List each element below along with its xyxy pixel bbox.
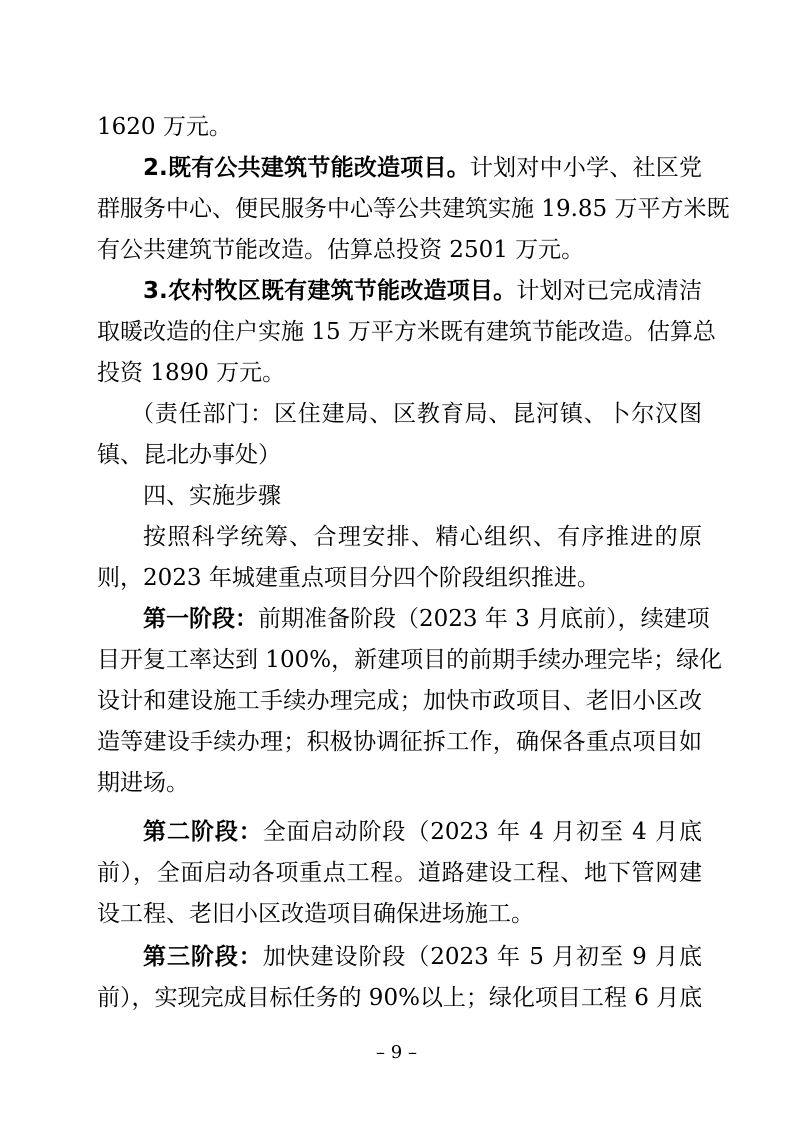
paragraph-line: 设工程、老旧小区改造项目确保进场施工。 (97, 901, 534, 927)
paragraph-line: 镇、昆北办事处） (97, 442, 281, 468)
paragraph-line: 2.既有公共建筑节能改造项目。计划对中小学、社区党 (143, 155, 702, 181)
paragraph-line: 目开复工率达到 100%，新建项目的前期手续办理完毕；绿化 (97, 647, 723, 673)
section-heading: 四、实施步骤 (143, 483, 281, 509)
paragraph-line: 有公共建筑节能改造。估算总投资 2501 万元。 (97, 237, 585, 263)
paragraph-line: 按照科学统筹、合理安排、精心组织、有序推进的原 (143, 524, 702, 550)
paragraph-line: 设计和建设施工手续办理完成；加快市政项目、老旧小区改 (97, 688, 702, 714)
paragraph-line: 3.农村牧区既有建筑节能改造项目。计划对已完成清洁 (143, 278, 703, 304)
page-number: – 9 – (376, 1042, 417, 1063)
paragraph-line: 期进场。 (97, 770, 189, 796)
stage-heading: 第一阶段： (143, 606, 258, 632)
paragraph-line: 第二阶段：全面启动阶段（2023 年 4 月初至 4 月底 (143, 819, 703, 845)
stage-heading: 第二阶段： (143, 819, 263, 845)
paragraph-line: 取暖改造的住户实施 15 万平方米既有建筑节能改造。估算总 (97, 319, 716, 345)
paragraph-line: 群服务中心、便民服务中心等公共建筑实施 19.85 万平方米既 (97, 196, 730, 222)
paragraph-line: 1620 万元。 (97, 114, 232, 140)
paragraph-line: （责任部门：区住建局、区教育局、昆河镇、卜尔汉图 (131, 401, 702, 427)
paragraph-line: 前），实现完成目标任务的 90%以上；绿化项目工程 6 月底 (97, 985, 703, 1011)
paragraph-line: 则，2023 年城建重点项目分四个阶段组织推进。 (97, 565, 600, 591)
stage-heading: 第三阶段： (143, 944, 263, 970)
paragraph-line: 投资 1890 万元。 (97, 360, 286, 386)
paragraph-line: 第三阶段：加快建设阶段（2023 年 5 月初至 9 月底 (143, 944, 703, 970)
item-heading: 2.既有公共建筑节能改造项目。 (143, 155, 470, 181)
paragraph-line: 前），全面启动各项重点工程。道路建设工程、地下管网建 (97, 860, 702, 886)
paragraph-line: 第一阶段：前期准备阶段（2023 年 3 月底前），续建项 (143, 606, 710, 632)
paragraph-line: 造等建设手续办理；积极协调征拆工作，确保各重点项目如 (97, 729, 702, 755)
item-heading: 3.农村牧区既有建筑节能改造项目。 (143, 278, 517, 304)
